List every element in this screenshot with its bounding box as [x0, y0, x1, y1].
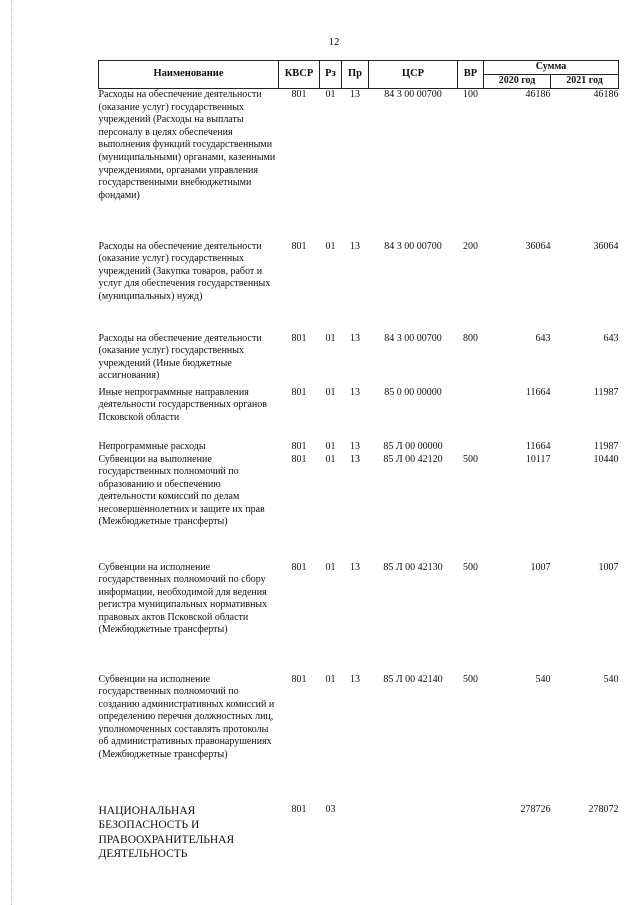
row-kvsr: 801 — [291, 240, 307, 252]
row-vr — [458, 441, 484, 454]
row-sum-2020: 278726 — [520, 803, 551, 815]
row-name: Субвенции на исполнение государственных полномочий по созданию административных комиссий и определению перечня должностных лиц, уполномоченных составлять протоколы об административных правонарушениях (Межбюджетные трансферты) — [98, 673, 275, 761]
row-sum-2020: 540 — [535, 673, 551, 685]
row-name: Расходы на обеспечение деятельности (оказание услуг) государственных учреждений (Расходы на выплаты персоналу в целях обеспечения выполнения функций государственными (муниципальными) органами, казенными учреждениями, органами управления государственными внебюджетными фондами) — [98, 89, 276, 201]
row-kvsr: 801 — [291, 453, 307, 465]
row-kvsr: 801 — [291, 89, 307, 100]
table-row — [99, 562, 619, 674]
row-csr: 84 3 00 00700 — [384, 332, 442, 344]
row-sum-2021: 10440 — [593, 453, 619, 465]
row-pr: 13 — [350, 673, 360, 685]
scan-edge-line — [11, 0, 12, 905]
table-row — [99, 241, 619, 333]
row-rz: 03 — [325, 803, 336, 815]
row-csr: 85 Л 00 00000 — [383, 440, 443, 452]
table-row — [99, 333, 619, 387]
row-name: Субвенции на выполнение государственных полномочий по образованию и обеспечению деятельности комиссий по делам несовершеннолетних и защите их прав (Межбюджетные трансферты) — [98, 453, 265, 528]
row-rz: 01 — [325, 440, 336, 452]
row-pr: 13 — [350, 89, 360, 100]
row-csr: 85 0 00 00000 — [384, 386, 442, 398]
table-row — [99, 89, 619, 241]
row-csr: 85 Л 00 42140 — [383, 673, 443, 685]
header-pr: Пр — [342, 61, 369, 89]
row-csr: 84 3 00 00700 — [384, 240, 442, 252]
row-csr: 85 Л 00 42130 — [383, 561, 443, 573]
row-sum-2021: 1007 — [598, 561, 619, 573]
table-row — [99, 454, 619, 562]
row-pr: 13 — [350, 240, 360, 252]
row-pr: 13 — [350, 561, 360, 573]
row-sum-2020: 11664 — [525, 440, 551, 452]
header-sum: Сумма — [484, 61, 619, 75]
row-sum-2021: 36064 — [593, 240, 619, 252]
row-pr: 13 — [350, 453, 360, 465]
table-row — [99, 441, 619, 454]
row-name: Расходы на обеспечение деятельности (оказание услуг) государственных учреждений (Закупка товаров, работ и услуг для обеспечения государственных (муниципальных) нужд) — [98, 240, 271, 302]
row-rz: 01 — [325, 332, 336, 344]
row-kvsr: 801 — [291, 803, 307, 815]
header-kvsr: КВСР — [279, 61, 320, 89]
row-sum-2020: 1007 — [530, 561, 551, 573]
row-name: Непрограммные расходы — [98, 440, 206, 452]
header-vr: ВР — [458, 61, 484, 89]
row-vr — [458, 387, 484, 441]
row-vr: 800 — [463, 332, 478, 344]
header-rz: Рз — [320, 61, 342, 89]
row-rz: 01 — [325, 240, 336, 252]
row-name: Иные непрограммные направления деятельности государственных органов Псковской области — [98, 386, 267, 423]
row-rz: 01 — [325, 386, 336, 398]
row-sum-2020: 643 — [535, 332, 551, 344]
header-csr: ЦСР — [369, 61, 458, 89]
row-pr — [342, 804, 369, 884]
row-rz: 01 — [325, 673, 336, 685]
row-kvsr: 801 — [291, 561, 307, 573]
row-kvsr: 801 — [291, 673, 307, 685]
table-header — [99, 61, 619, 89]
row-pr: 13 — [350, 440, 360, 452]
header-2021: 2021 год — [551, 75, 619, 89]
row-kvsr: 801 — [291, 440, 307, 452]
row-sum-2020: 36064 — [525, 240, 551, 252]
row-vr: 200 — [463, 240, 478, 252]
table-row — [99, 674, 619, 804]
row-rz: 01 — [325, 89, 336, 100]
row-rz: 01 — [325, 453, 336, 465]
row-name: НАЦИОНАЛЬНАЯ БЕЗОПАСНОСТЬ И ПРАВООХРАНИТЕЛЬНАЯ ДЕЯТЕЛЬНОСТЬ — [98, 804, 235, 860]
row-vr: 500 — [463, 453, 478, 465]
row-rz: 01 — [325, 561, 336, 573]
row-name: Расходы на обеспечение деятельности (оказание услуг) государственных учреждений (Иные бюджетные ассигнования) — [98, 332, 262, 382]
table-row — [99, 804, 619, 884]
page-number: 12 — [328, 36, 340, 48]
row-sum-2021: 11987 — [593, 440, 619, 452]
header-2020: 2020 год — [484, 75, 551, 89]
row-kvsr: 801 — [291, 386, 307, 398]
row-csr: 84 3 00 00700 — [384, 89, 442, 100]
budget-table — [98, 60, 619, 884]
row-vr: 500 — [463, 561, 478, 573]
row-csr — [369, 804, 458, 884]
row-sum-2021: 46186 — [593, 89, 619, 100]
header-name: Наименование — [99, 61, 279, 89]
row-sum-2020: 11664 — [525, 386, 551, 398]
row-sum-2020: 10117 — [525, 453, 551, 465]
row-csr: 85 Л 00 42120 — [383, 453, 443, 465]
table-row — [99, 387, 619, 441]
row-sum-2021: 278072 — [588, 803, 619, 815]
row-vr — [458, 804, 484, 884]
row-sum-2021: 540 — [603, 673, 619, 685]
row-vr: 100 — [463, 89, 478, 100]
row-pr: 13 — [350, 332, 360, 344]
row-kvsr: 801 — [291, 332, 307, 344]
row-sum-2020: 46186 — [525, 89, 551, 100]
row-vr: 500 — [463, 673, 478, 685]
row-pr: 13 — [350, 386, 360, 398]
row-sum-2021: 11987 — [593, 386, 619, 398]
table-body — [99, 89, 619, 884]
row-sum-2021: 643 — [603, 332, 619, 344]
row-name: Субвенции на исполнение государственных полномочий по сбору информации, необходимой для ведения регистра муниципальных нормативных правовых актов Псковской области (Межбюджетные трансферты) — [98, 561, 268, 636]
